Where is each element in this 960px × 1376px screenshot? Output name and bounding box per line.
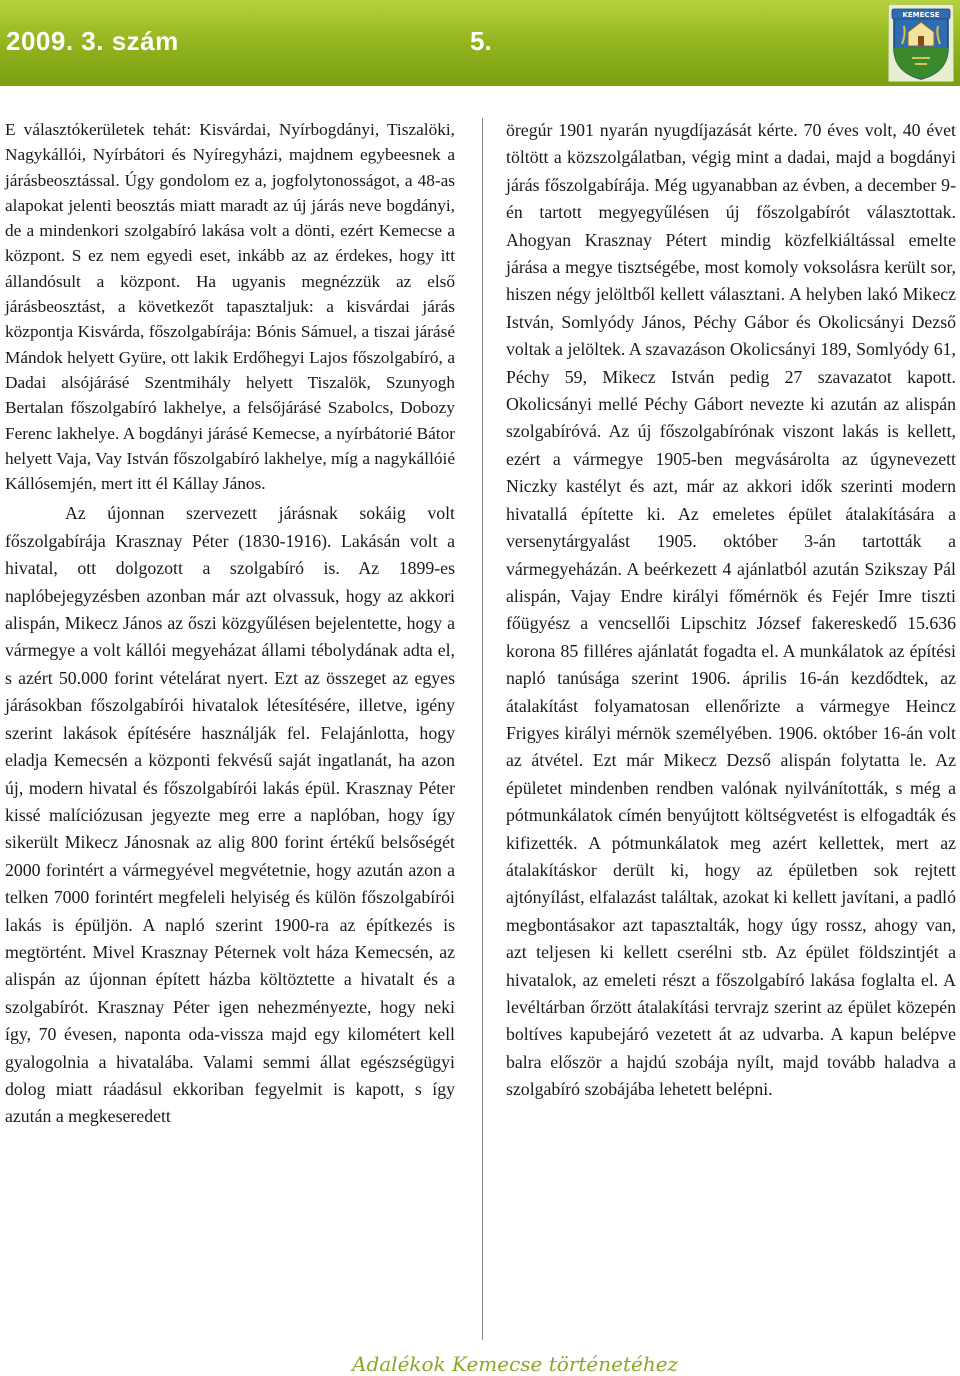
kemecse-crest-logo bbox=[888, 4, 954, 82]
paragraph: öregúr 1901 nyarán nyugdíjazását kérte. 70 éves volt, 40 évet töltött a közszolgálatban, végig mint a dadai, majd a bogdányi járás főszolgabírája. Még ugyanabban az évben, a december 9-én tartott megyegyűlésen új főszolgabírót választottak. Ahogyan Krasznay Pétert mindig közfelkiáltással emelte járása a megye tisztségébe, most komoly voksolásra került sor, hiszen négy jelöltből kellett választani. A helyben lakó Mikecz István, Somlyódy János, Péchy Gábor és Okolicsányi Dezső voltak a jelöltek. A szavazáson Okolicsányi 189, Somlyódy 61, Péchy 59, Mikecz István pedig 27 szavazatot kapott. Okolicsányi mellé Péchy Gábort nevezte ki azután az alispán szolgabíróvá. Az új főszolgabírónak viszont lakás is kellett, ezért a vármegye 1905-ben megvásárolta az úgynevezett Niczky kastélyt és azt, már az akkori idők szerinti modern hivatallá építette ki. Az emeletes épület átalakítására a versenytárgyalást 1905. október 3-án tartották a vármegyeházán. A beérkezett 4 ajánlatból azután Szikszay Pál alispán, Vajay Endre királyi főmérnök és Fejér Imre tiszti főügyész a vencsellői Lipschitz József fakereskedő 15.636 korona 85 filléres ajánlatát fogadta el. A munkálatok az építési napló tanúsága szerint 1906. április 16-án kezdődtek, az átalakítást folyamatosan ellenőrizte a vármegye Heincz Frigyes királyi mérnök személyében. 1906. október 16-án volt az átvétel. Ezt már Mikecz Dezső alispán folytatta le. Az épületet mindenben rendben valónak nyilvánították, s még a pótmunkálatok címén benyújtott költségvetést is elfogadták és kifizették. A pótmunkálatok meg azért kellettek, mert az átalakításkor derült ki, hogy az épületben sok rejtett ajtónyílást, elfalazást találtak, azokat ki kellett javítani, a padló megbontásakor azt tapasztalták, hogy úgy rossz, ahogy van, azt teljesen ki kellett cserélni stb. Az épület földszintjét a hivatalok, az emeleti részt a főszolgabíró lakása foglalta el. A levéltárban őrzött átalakítási tervrajz szerint az épület közepén boltíves kapubejáró vezetett át az udvarba. A kapun belépve balra először a hajdú szobája nyílt, majd tovább haladva a szolgabíró szobájába lehetett belépni. bbox=[506, 120, 956, 1100]
crest-text: KEMECSE bbox=[902, 11, 940, 19]
footer-caption: Adalékok Kemecse történetéhez bbox=[352, 1352, 679, 1376]
right-column bbox=[506, 117, 956, 1104]
issue-label: 2009. 3. szám bbox=[6, 26, 179, 56]
header-bar bbox=[0, 0, 960, 86]
left-column bbox=[5, 117, 455, 1131]
column-divider bbox=[482, 118, 483, 1340]
page-number: 5. bbox=[470, 26, 492, 56]
paragraph: E választókerületek tehát: Kisvárdai, Nyírbogdányi, Tiszalöki, Nagykállói, Nyírbátori és Nyíregyházi, majdnem egybeesnek a járásbeosztással. Úgy gondolom ez a, jogfolytonosságot, a 48-as alapokat jelenti beosztás miatt maradt az új járás neve bogdányi, de a mindenkori szolgabíró lakása volt a dönti, ezért Kemecse a központ. S ez nem egyedi eset, inkább az az érdekes, hogy itt állandósult a központ. Ha ugyanis megnézzük az első járásbeosztást, a következőt tapasztaljuk: a kisvárdai járás központja Kisvárda, főszolgabírája: Bónis Sámuel, a tiszai járásé Mándok helyett Gyüre, ott lakik Erdőhegyi Lajos főszolgabíró, a Dadai alsójárásé Szentmihály helyett Tiszalök, Szunyogh Bertalan főszolgabíró lakhelye, a felsőjárásé Szabolcs, Dobozy Ferenc lakhelye. A bogdányi járásé Kemecse, a nyírbátorié Bátor helyett Vaja, Vay István főszolgabíró lakhelye, míg a nagykállóié Kállósemjén, mert itt él Kállay János. bbox=[5, 120, 455, 494]
paragraph: Az újonnan szervezett járásnak sokáig volt főszolgabírája Krasznay Péter (1830-1916). Lakásán volt a hivatal, ott dolgozott a szolgabíró is. Az 1899-es naplóbejegyzésben azonban már azt olvassuk, hogy az akkori alispán, Mikecz János az őszi közgyűlésen bejelentette, hogy a vármegye a volt kállói megyeházat állami tébolydának adta el, s azért 50.000 forint vételárat nyert. Ezt az összeget az egyes járásokban főszolgabírói hivatalok létesítésére, illetve, igény szerint lakások építésére használják fel. Felajánlotta, hogy eladja Kemecsén a központi fekvésű saját ingatlanát, ha azon új, modern hivatal és főszolgabírói lakás épül. Krasznay Péter kissé malíciózusan jegyezte meg erre a naplóban, hogy így sikerült Mikecz Jánosnak az alig 800 forint értékű belsőségét 2000 forintért a vármegyével megvétetnie, hogy azután azon a telken 7000 forintért megfeleli helyiség és külön főszolgabírói lakás is épüljön. A napló szerint 1900-ra az építkezés is megtörtént. Mivel Krasznay Péternek volt háza Kemecsén, az alispán az újonnan épített házba költöztette a hivatalt és a szolgabírót. Krasznay Péter igen nehezményezte, hogy neki így, 70 évesen, naponta oda-vissza majd egy kilométert kell gyalogolnia a hivatalába. Valami semmi állat egészségügyi dolog miatt ráadásul ekkoriban fegyelmit is kapott, s így azután a megkeseredett bbox=[5, 503, 455, 1127]
